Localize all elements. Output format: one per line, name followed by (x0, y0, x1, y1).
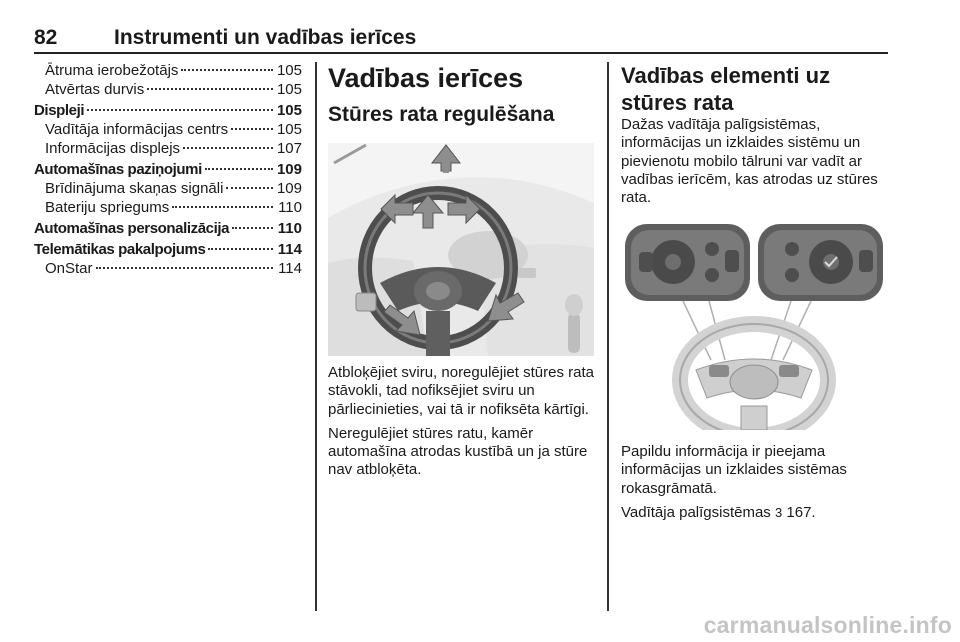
toc-entry[interactable]: Atvērtas durvis 105 (45, 81, 302, 98)
column-divider-left (315, 62, 317, 611)
paragraph: Papildu informācija ir pieejama informācijas un izklaides sistēmas rokasgrāmatā. (621, 443, 847, 497)
cross-reference (621, 504, 887, 522)
chapter-title: Instrumenti un vadības ierīces (114, 26, 417, 49)
wheel-controls-heading: Vadības elementi uz stūres rata (621, 63, 831, 115)
toc-entry[interactable]: Brīdinājuma skaņas signāli 109 (45, 180, 302, 197)
wheel-controls-notes (621, 443, 887, 528)
steering-wheel-controls-illustration (621, 220, 887, 430)
table-of-contents (34, 61, 302, 278)
toc-entry[interactable]: Telemātikas pakalpojums 114 (34, 241, 302, 258)
section-title: Vadības ierīces (328, 63, 524, 93)
toc-entry[interactable]: Vadītāja informācijas centrs 105 (45, 121, 302, 138)
page-header (34, 26, 888, 54)
xref-label: Vadītāja palīgsistēmas (621, 503, 771, 521)
toc-entry[interactable]: Displeji 105 (34, 102, 302, 119)
xref-page[interactable]: 167. (786, 503, 816, 521)
paragraph: Dažas vadītāja palīgsistēmas, informācijas un izklaides sistēmu un pievienotu mobilo tālruni var vadīt ar vadības ierīcēm, kas atrodas uz stūres rata. (621, 116, 878, 207)
toc-entry[interactable]: Ātruma ierobežotājs 105 (45, 62, 302, 79)
toc-entry[interactable]: Automašīnas personalizācija 110 (34, 220, 302, 237)
toc-entry[interactable]: Informācijas displejs 107 (45, 140, 302, 157)
wheel-controls-column (621, 62, 887, 521)
toc-entry[interactable]: OnStar 114 (45, 260, 302, 277)
header-rule (34, 52, 888, 54)
steering-adjustment-text (328, 364, 594, 486)
page-number: 82 (34, 26, 58, 49)
paragraph: Neregulējiet stūres ratu, kamēr automašīna atrodas kustībā un ja stūre nav atbloķēta. (328, 424, 588, 479)
toc-entry[interactable]: Bateriju spriegums 110 (45, 199, 302, 216)
steering-adjustment-illustration (328, 143, 594, 356)
paragraph: Atbloķējiet sviru, noregulējiet stūres rata stāvokli, tad nofiksējiet sviru un pārliecinieties, vai tā ir nofiksēta kārtīgi. (328, 364, 594, 418)
column-divider-right (607, 62, 609, 611)
controls-column (328, 62, 594, 479)
steering-adjustment-heading: Stūres rata regulēšana (328, 103, 555, 126)
xref-arrow-icon: 3 (774, 504, 783, 520)
watermark: carmanualsonline.info (703, 612, 952, 638)
toc-entry[interactable]: Automašīnas paziņojumi 109 (34, 161, 302, 178)
